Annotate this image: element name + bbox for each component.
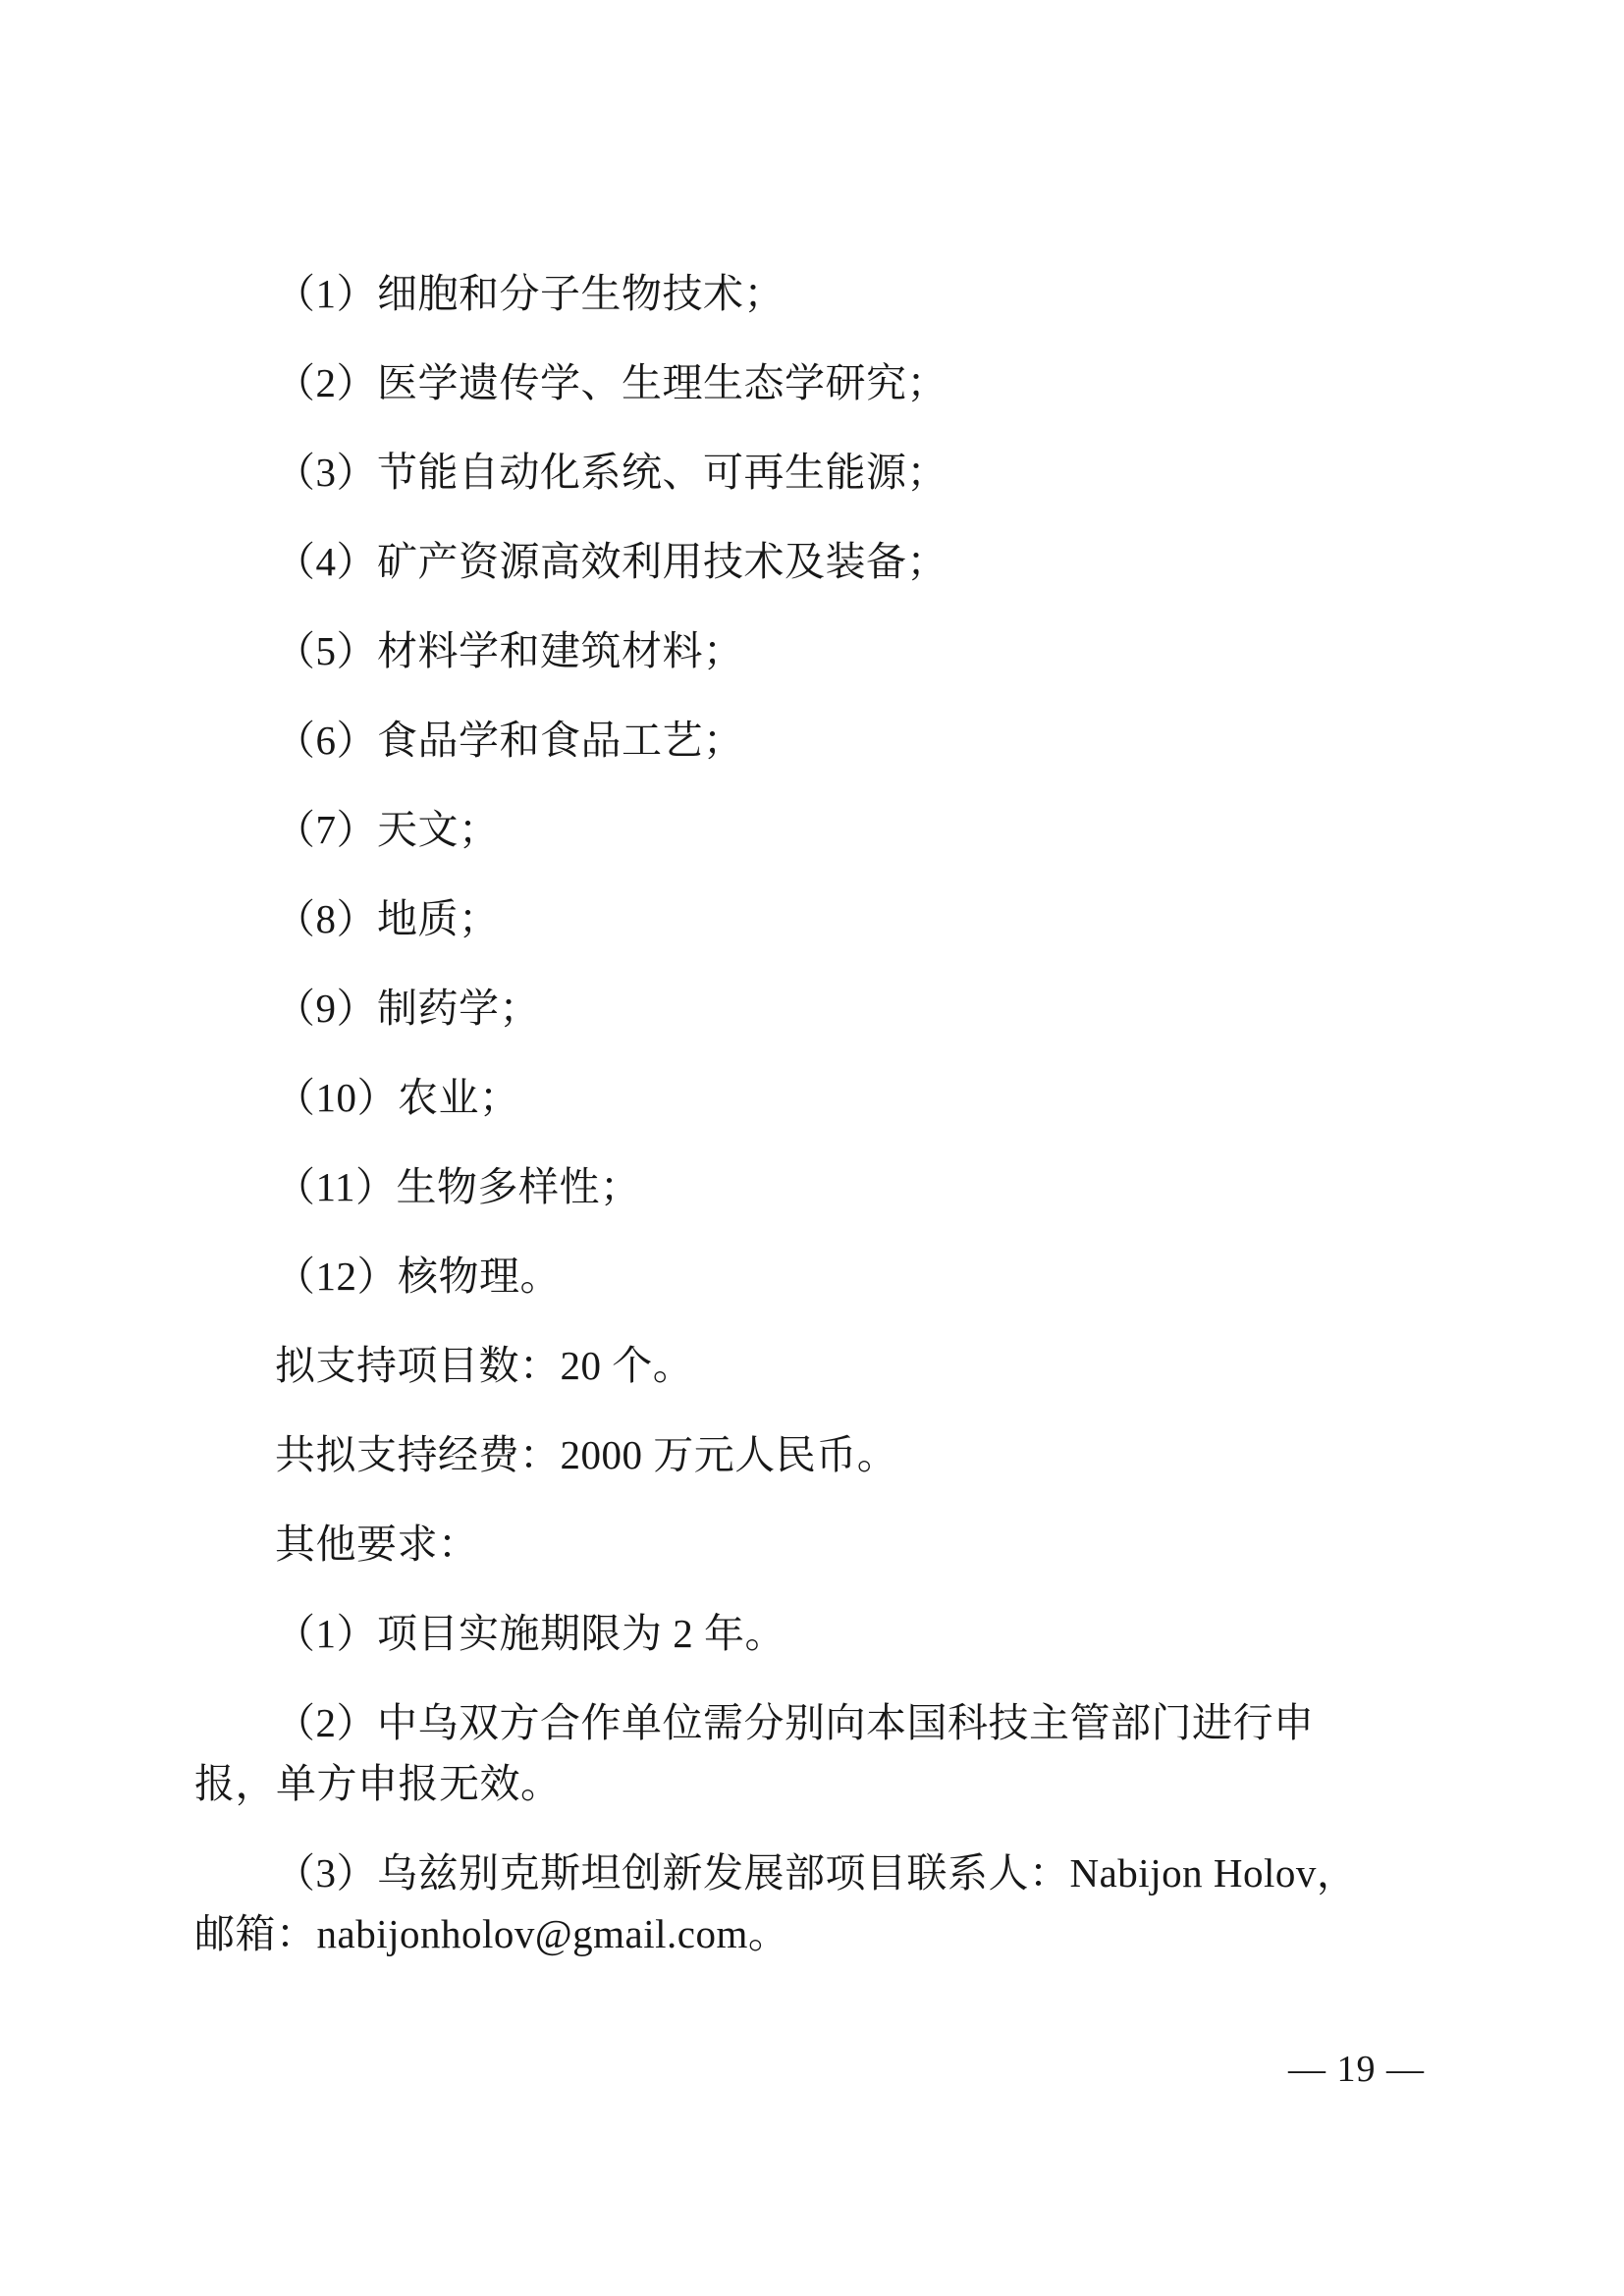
list-item: （7）天文； [275, 807, 500, 852]
requirement-continuation-line: 邮箱：nabijonholov@gmail.com。 [194, 1911, 789, 1956]
page-number: — 19 — [1288, 2049, 1425, 2090]
document-body [194, 263, 1432, 1993]
list-item: （3）节能自动化系统、可再生能源； [275, 450, 947, 495]
requirement-continuation-line: 报，单方申报无效。 [194, 1761, 562, 1806]
requirement-first-line: （2）中乌双方合作单位需分别向本国科技主管部门进行申 [275, 1700, 1315, 1745]
list-item: （5）材料学和建筑材料； [275, 628, 744, 673]
list-item: （9）制药学； [275, 986, 540, 1031]
requirement-first-line: （1）项目实施期限为 2 年。 [275, 1611, 785, 1656]
list-item: （4）矿产资源高效利用技术及装备； [275, 539, 947, 584]
list-item: （10）农业； [275, 1075, 520, 1120]
list-item: （6）食品学和食品工艺； [275, 718, 744, 763]
requirement-first-line: （3）乌兹别克斯坦创新发展部项目联系人：Nabijon Holov， [275, 1850, 1358, 1896]
requirement-paragraph [194, 1842, 1432, 1964]
other-requirements-title: 其他要求： [275, 1522, 479, 1567]
requirement-paragraph [194, 1603, 1432, 1664]
list-item: （2）医学遗传学、生理生态学研究； [275, 360, 947, 405]
requirement-paragraph [194, 1692, 1432, 1814]
list-item: （12）核物理。 [275, 1254, 561, 1299]
funding-line: 共拟支持经费：2000 万元人民币。 [275, 1432, 898, 1477]
project-count-line: 拟支持项目数：20 个。 [275, 1343, 694, 1388]
list-item: （11）生物多样性； [275, 1164, 641, 1209]
list-item: （1）细胞和分子生物技术； [275, 271, 785, 316]
list-item: （8）地质； [275, 896, 500, 941]
